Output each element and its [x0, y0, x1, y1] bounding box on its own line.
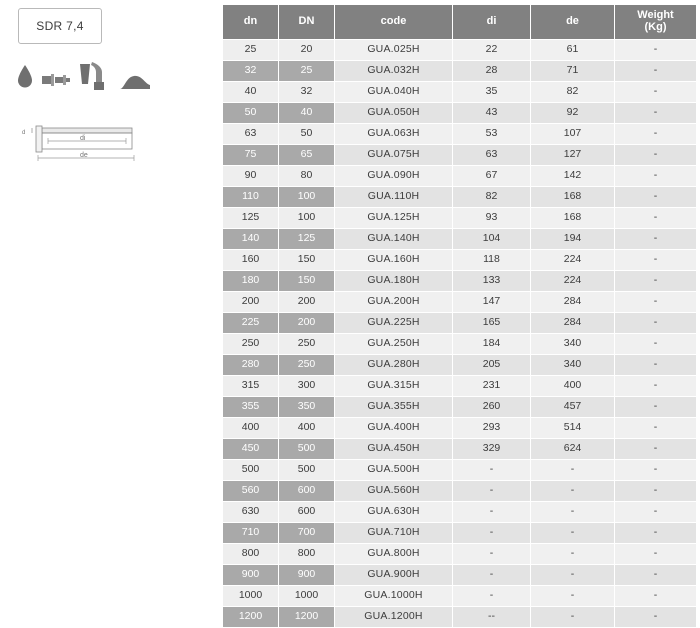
column-header-DN: DN: [279, 5, 335, 40]
cell-di: 82: [453, 187, 531, 208]
cell-de: 624: [531, 439, 615, 460]
cell-code: GUA.560H: [335, 481, 453, 502]
cell-di: -: [453, 502, 531, 523]
cell-weight: -: [615, 523, 697, 544]
column-header-weight-line2: (Kg): [644, 21, 667, 33]
cell-DN: 150: [279, 250, 335, 271]
cell-DN: 250: [279, 355, 335, 376]
cell-de: 457: [531, 397, 615, 418]
cell-weight: -: [615, 418, 697, 439]
column-header-de: de: [531, 5, 615, 40]
cell-di: 28: [453, 61, 531, 82]
cell-di: 67: [453, 166, 531, 187]
cell-dn: 450: [223, 439, 279, 460]
table-row: [223, 376, 697, 397]
cell-de: -: [531, 544, 615, 565]
table-row: [223, 145, 697, 166]
cell-DN: 20: [279, 40, 335, 61]
cell-DN: 125: [279, 229, 335, 250]
cell-DN: 900: [279, 565, 335, 586]
cell-weight: -: [615, 460, 697, 481]
cell-DN: 500: [279, 439, 335, 460]
table-row: [223, 502, 697, 523]
specification-table: [222, 4, 697, 628]
cell-DN: 400: [279, 418, 335, 439]
cell-DN: 100: [279, 208, 335, 229]
cell-DN: 150: [279, 271, 335, 292]
cell-weight: -: [615, 586, 697, 607]
cell-DN: 65: [279, 145, 335, 166]
cell-weight: -: [615, 145, 697, 166]
cell-de: -: [531, 523, 615, 544]
cell-code: GUA.025H: [335, 40, 453, 61]
cell-de: -: [531, 586, 615, 607]
cell-di: 231: [453, 376, 531, 397]
cell-DN: 1200: [279, 607, 335, 628]
cell-di: 293: [453, 418, 531, 439]
sdr-label: SDR 7,4: [36, 19, 84, 33]
cell-dn: 900: [223, 565, 279, 586]
table-row: [223, 187, 697, 208]
cell-weight: -: [615, 376, 697, 397]
cell-di: -: [453, 460, 531, 481]
cell-de: 514: [531, 418, 615, 439]
cell-de: 340: [531, 355, 615, 376]
cell-code: GUA.225H: [335, 313, 453, 334]
cell-de: 82: [531, 82, 615, 103]
cell-di: --: [453, 607, 531, 628]
cell-code: GUA.315H: [335, 376, 453, 397]
column-header-weight: [615, 5, 697, 40]
table-row: [223, 460, 697, 481]
cell-dn: 315: [223, 376, 279, 397]
svg-text:d: d: [22, 130, 26, 136]
cell-de: -: [531, 502, 615, 523]
cell-di: 165: [453, 313, 531, 334]
cell-dn: 1200: [223, 607, 279, 628]
cell-weight: -: [615, 502, 697, 523]
cell-dn: 280: [223, 355, 279, 376]
pipe-cross-section-drawing: [14, 112, 204, 182]
cell-de: 340: [531, 334, 615, 355]
table-row: [223, 544, 697, 565]
cell-DN: 32: [279, 82, 335, 103]
cell-dn: 630: [223, 502, 279, 523]
cell-di: 43: [453, 103, 531, 124]
cell-DN: 250: [279, 334, 335, 355]
table-row: [223, 208, 697, 229]
cell-weight: -: [615, 124, 697, 145]
table-row: [223, 523, 697, 544]
cell-dn: 40: [223, 82, 279, 103]
cell-dn: 75: [223, 145, 279, 166]
cell-dn: 225: [223, 313, 279, 334]
cell-code: GUA.200H: [335, 292, 453, 313]
water-drop-icon: [16, 64, 34, 90]
cell-DN: 1000: [279, 586, 335, 607]
table-row: [223, 103, 697, 124]
table-row: [223, 355, 697, 376]
column-header-dn: dn: [223, 5, 279, 40]
cell-code: GUA.400H: [335, 418, 453, 439]
cell-di: 260: [453, 397, 531, 418]
cell-DN: 200: [279, 313, 335, 334]
cell-code: GUA.032H: [335, 61, 453, 82]
cell-di: 35: [453, 82, 531, 103]
cell-code: GUA.280H: [335, 355, 453, 376]
cell-dn: 110: [223, 187, 279, 208]
cell-dn: 32: [223, 61, 279, 82]
table-row: [223, 124, 697, 145]
cell-DN: 300: [279, 376, 335, 397]
cell-di: 22: [453, 40, 531, 61]
cell-weight: -: [615, 481, 697, 502]
cell-code: GUA.160H: [335, 250, 453, 271]
table-row: [223, 271, 697, 292]
cell-DN: 80: [279, 166, 335, 187]
pipes-icon: [42, 70, 70, 90]
cell-dn: 400: [223, 418, 279, 439]
cell-dn: 355: [223, 397, 279, 418]
cell-di: 63: [453, 145, 531, 166]
cell-weight: -: [615, 544, 697, 565]
svg-text:de: de: [80, 152, 88, 159]
table-row: [223, 586, 697, 607]
cell-code: GUA.140H: [335, 229, 453, 250]
cell-de: -: [531, 460, 615, 481]
left-panel: [0, 0, 222, 562]
cell-dn: 125: [223, 208, 279, 229]
cell-DN: 100: [279, 187, 335, 208]
cell-code: GUA.355H: [335, 397, 453, 418]
table-row: [223, 439, 697, 460]
cell-code: GUA.125H: [335, 208, 453, 229]
cell-dn: 800: [223, 544, 279, 565]
cell-code: GUA.250H: [335, 334, 453, 355]
cell-di: -: [453, 523, 531, 544]
cell-dn: 180: [223, 271, 279, 292]
specification-table-wrapper: [222, 4, 696, 628]
cell-di: -: [453, 544, 531, 565]
cell-de: 168: [531, 208, 615, 229]
cell-weight: -: [615, 229, 697, 250]
cell-dn: 200: [223, 292, 279, 313]
cell-weight: -: [615, 166, 697, 187]
cell-DN: 50: [279, 124, 335, 145]
cell-weight: -: [615, 250, 697, 271]
cell-dn: 160: [223, 250, 279, 271]
cell-di: 104: [453, 229, 531, 250]
table-row: [223, 40, 697, 61]
cell-di: 184: [453, 334, 531, 355]
cell-code: GUA.090H: [335, 166, 453, 187]
table-body: [223, 40, 697, 628]
cell-DN: 40: [279, 103, 335, 124]
cell-dn: 1000: [223, 586, 279, 607]
table-row: [223, 229, 697, 250]
cell-de: 142: [531, 166, 615, 187]
cell-weight: -: [615, 607, 697, 628]
table-row: [223, 334, 697, 355]
cell-weight: -: [615, 187, 697, 208]
cell-di: 205: [453, 355, 531, 376]
cell-dn: 250: [223, 334, 279, 355]
cell-de: -: [531, 607, 615, 628]
cell-de: 194: [531, 229, 615, 250]
table-row: [223, 397, 697, 418]
cell-dn: 50: [223, 103, 279, 124]
cell-weight: -: [615, 313, 697, 334]
cell-dn: 90: [223, 166, 279, 187]
svg-text:di: di: [80, 135, 86, 142]
cell-code: GUA.063H: [335, 124, 453, 145]
cell-di: -: [453, 586, 531, 607]
table-row: [223, 82, 697, 103]
hill-icon: [120, 72, 150, 90]
cell-DN: 700: [279, 523, 335, 544]
column-header-code: code: [335, 5, 453, 40]
cell-code: GUA.900H: [335, 565, 453, 586]
table-row: [223, 565, 697, 586]
cell-weight: -: [615, 208, 697, 229]
cell-code: GUA.110H: [335, 187, 453, 208]
cell-dn: 560: [223, 481, 279, 502]
table-row: [223, 250, 697, 271]
cell-di: -: [453, 565, 531, 586]
cell-di: 93: [453, 208, 531, 229]
column-header-weight-line1: Weight: [637, 9, 674, 22]
column-header-di: di: [453, 5, 531, 40]
cell-di: 53: [453, 124, 531, 145]
cell-de: 224: [531, 271, 615, 292]
cell-di: 147: [453, 292, 531, 313]
cell-code: GUA.040H: [335, 82, 453, 103]
cell-code: GUA.710H: [335, 523, 453, 544]
cell-dn: 140: [223, 229, 279, 250]
cell-de: -: [531, 481, 615, 502]
cell-code: GUA.1000H: [335, 586, 453, 607]
cell-de: 92: [531, 103, 615, 124]
cell-de: 284: [531, 292, 615, 313]
table-row: [223, 313, 697, 334]
cell-code: GUA.450H: [335, 439, 453, 460]
cell-de: 127: [531, 145, 615, 166]
table-row: [223, 166, 697, 187]
cell-di: 133: [453, 271, 531, 292]
cell-code: GUA.800H: [335, 544, 453, 565]
cell-de: -: [531, 565, 615, 586]
cell-weight: -: [615, 439, 697, 460]
pouring-liquid-icon: [76, 62, 108, 92]
table-row: [223, 292, 697, 313]
cell-DN: 500: [279, 460, 335, 481]
cell-weight: -: [615, 397, 697, 418]
cell-di: -: [453, 481, 531, 502]
cell-de: 400: [531, 376, 615, 397]
sdr-badge: [18, 8, 102, 44]
cell-de: 61: [531, 40, 615, 61]
cell-code: GUA.050H: [335, 103, 453, 124]
cell-dn: 500: [223, 460, 279, 481]
table-row: [223, 418, 697, 439]
cell-de: 168: [531, 187, 615, 208]
table-row: [223, 61, 697, 82]
cell-weight: -: [615, 355, 697, 376]
table-row: [223, 607, 697, 628]
cell-weight: -: [615, 40, 697, 61]
cell-weight: -: [615, 292, 697, 313]
cell-weight: -: [615, 271, 697, 292]
cell-dn: 63: [223, 124, 279, 145]
cell-weight: -: [615, 565, 697, 586]
cell-dn: 25: [223, 40, 279, 61]
cell-weight: -: [615, 61, 697, 82]
cell-weight: -: [615, 334, 697, 355]
cell-code: GUA.1200H: [335, 607, 453, 628]
cell-dn: 710: [223, 523, 279, 544]
cell-DN: 350: [279, 397, 335, 418]
cell-DN: 25: [279, 61, 335, 82]
cell-weight: -: [615, 82, 697, 103]
cell-de: 284: [531, 313, 615, 334]
cell-code: GUA.180H: [335, 271, 453, 292]
cell-DN: 600: [279, 502, 335, 523]
cell-de: 107: [531, 124, 615, 145]
cell-code: GUA.075H: [335, 145, 453, 166]
application-icon-row: [14, 60, 204, 100]
cell-DN: 200: [279, 292, 335, 313]
cell-di: 118: [453, 250, 531, 271]
cell-code: GUA.500H: [335, 460, 453, 481]
cell-di: 329: [453, 439, 531, 460]
table-header-row: [223, 5, 697, 40]
cell-DN: 600: [279, 481, 335, 502]
cell-de: 71: [531, 61, 615, 82]
cell-weight: -: [615, 103, 697, 124]
cell-code: GUA.630H: [335, 502, 453, 523]
cell-DN: 800: [279, 544, 335, 565]
table-row: [223, 481, 697, 502]
cell-de: 224: [531, 250, 615, 271]
